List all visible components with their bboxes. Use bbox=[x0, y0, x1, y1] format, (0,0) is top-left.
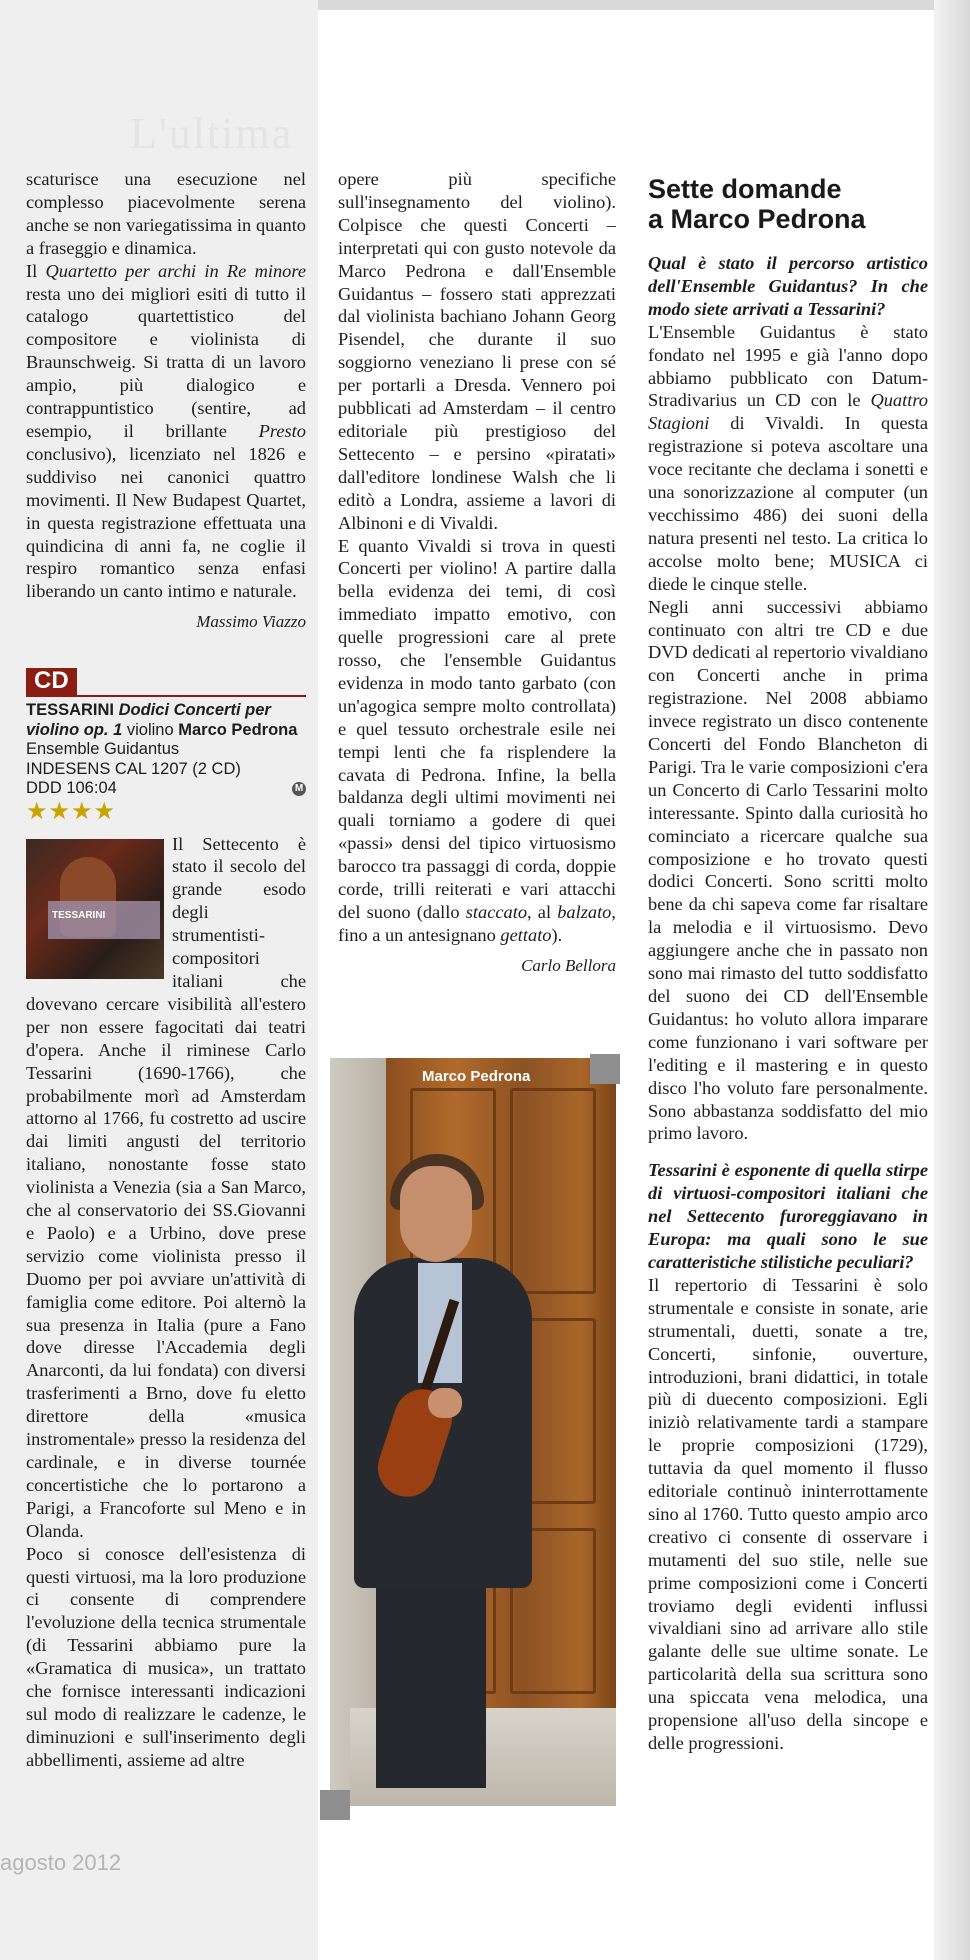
work-title: Dodici Concerti per violino op. 1 bbox=[26, 701, 271, 739]
person-hand bbox=[428, 1388, 462, 1418]
musica-m-icon: M bbox=[292, 782, 306, 796]
instrument: violino bbox=[126, 720, 174, 739]
paragraph: Il repertorio di Tessarini è solo strumentale e consiste in sonate, arie strumentali, duetti, sonate a tre, Concerti, sinfonie, ouverture, introduzioni, brani didattici, in totale più di duecento composizioni. Egli iniziò relativamente tardi a stampare le proprie composizioni (1729), tuttavia da quel momento il flusso editoriale continuò ininterrottamente sino al 1760. Tutto questo ampio arco creativo ci consente di osservare i mutamenti del suo stile, nelle sue prime composizioni come i Concerti troviamo degli evidenti influssi vivaldiani sino ad arrivare allo stile galante delle sue ultime sonate. Le particolarità della sua scrittura sono una spiccata vena melodica, una propensione all'uso della sincope e delle progressioni. bbox=[648, 1274, 928, 1753]
text-run: E quanto Vivaldi si trova in questi Concerti per violino! A partire dalla bella evidenza dei temi, di così immediato impatto emotivo, con quelle progressioni care al prete rosso, che l'ensemble Guidantus evidenza in modo tanto garbato (con un'agogica sempre molto controllata) e quel tessuto orchestrale esile nei tempi lenti che fa risplendere la cavata di Pedrona. Infine, la bella baldanza degli ultimi movimenti nei quali torniamo a godere di quei «passi» densi del tipico virtuosismo barocco tra passaggi di corda, doppie corde, trilli reiterati e vari attacchi del suono (dallo bbox=[338, 535, 616, 922]
catalog-number: INDESENS CAL 1207 (2 CD) bbox=[26, 759, 241, 778]
text-run: conclusivo), licenziato nel 1826 e suddiviso nei canonici quattro movimenti. Il New Budapest Quartet, in questa registrazione effettuata una quindicina di anni fa, ne coglie il respiro romantico senza enfasi liberando un canto intimo e naturale. bbox=[26, 443, 306, 602]
paragraph: Il Settecento è stato il secolo del grande esodo degli strumentisti-compositori italiani che dovevano cercare visibilità all'estero per non essere fagocitati dai teatri d'opera. Anche il riminese Carlo Tessarini (1690-1766), che probabilmente morì ad Amsterdam attorno al 1766, fu costretto ad uscire dai limiti angusti del territorio italiano, nonostante fosse stato violinista a Venezia (sia a San Marco, che al conservatorio dei SS.Giovanni e Paolo) e a Urbino, dove prese servizio come violinista presso il Duomo per poi avviare un'attività di famiglia come editore. Poi alternò la sua presenza in Italia (pure a Fano dove diresse l'Accademia degli Anarconti, da lui fondata) con diversi trasferimenti a Brno, dove fu eletto direttore della «musica instromentale» presso la residenza del cardinale, e in diverse tournée concertistiche che lo portarono a Parigi, a Francoforte sul Meno e in Olanda. bbox=[26, 833, 306, 1541]
column-1 bbox=[26, 168, 306, 1772]
cd-title-line bbox=[26, 701, 306, 760]
paragraph: Poco si conosce dell'esistenza di questi virtuosi, ma la loro produzione ci consente di comprendere l'evoluzione della tecnica strumentale (di Tessarini abbiamo pure la «Gramatica di musica», un trattato che fornisce interessanti indicazioni sul modo di realizzare le cadenze, le diminuzioni e sull'inserimento degli abbellimenti, assieme ad altre bbox=[26, 1543, 306, 1770]
cd-review-header bbox=[26, 634, 306, 697]
column-2 bbox=[338, 168, 616, 978]
soloist: Marco Pedrona bbox=[178, 720, 298, 739]
composer: TESSARINI bbox=[26, 701, 115, 720]
interview-title bbox=[648, 174, 928, 234]
text-run: , al bbox=[527, 902, 558, 922]
term: balzato bbox=[557, 902, 612, 922]
paragraph: Negli anni successivi abbiamo continuato con altri tre CD e due DVD dedicati al repertorio vivaldiano con Concerti anche in prima registrazione. Nel 2008 abbiamo invece registrato un disco contenente Concerti del Fondo Blancheton di Parigi. Tra le varie composizioni c'era un Concerto di Carlo Tessarini molto interessante. Spinto dalla curiosità ho cominciato a ricercare qualche sua composizione e ho trovato questi dodici Concerti. Sono scritti molto bene da chi sapeva come far risaltare la melodia e il virtuosismo. Devo aggiungere anche che in passato non sono mai rimasto del tutto soddisfatto del suono dei CD dell'Ensemble Guidantus: ho voluto allora imparare come funzionano i vari software per l'editing e il mastering e in questo disco l'ho voluto fare personalmente. Sono abbastanza soddisfatto del mio primo lavoro. bbox=[648, 596, 928, 1144]
cover-title: TESSARINI bbox=[52, 909, 106, 921]
divider bbox=[26, 695, 306, 697]
work-title: Quartetto per archi in Re minore bbox=[45, 260, 306, 281]
text-run: , fino a un antesignano bbox=[338, 902, 616, 945]
rating-stars: ★★★★ bbox=[26, 797, 117, 825]
cd-label: CD bbox=[26, 668, 77, 695]
interview-question: Tessarini è esponente di quella stirpe di virtuosi-compositori italiani che nel Settecento furoreggiavano in Europa: ma quali sono le sue caratteristiche stilistiche peculiari? bbox=[648, 1160, 928, 1272]
term: staccato bbox=[465, 902, 528, 922]
corner-square bbox=[320, 1790, 350, 1820]
cd-meta-row bbox=[26, 779, 306, 799]
title-line: a Marco Pedrona bbox=[648, 204, 866, 234]
interview-question: Qual è stato il percorso artistico dell'Ensemble Guidantus? In che modo siete arrivati a Tessarini? bbox=[648, 253, 928, 319]
photo-caption: Marco Pedrona bbox=[422, 1068, 531, 1085]
corner-square bbox=[590, 1054, 620, 1084]
text-run: resta uno dei migliori esiti di tutto il catalogo quartettistico del compositore e violinista di Braunschweig. Si tratta di un lavoro ampio, più dialogico e contrappuntistico (sentire, ad esempio, il brillante bbox=[26, 283, 306, 441]
text-run: L'Ensemble Guidantus è stato fondato nel 1995 e già l'anno dopo abbiamo pubblicato con Datum-Stradivarius un CD con le bbox=[648, 321, 928, 411]
paragraph bbox=[648, 321, 928, 596]
text-run: Il bbox=[26, 260, 46, 281]
paragraph bbox=[26, 260, 306, 604]
door-panel bbox=[510, 1088, 596, 1294]
ensemble: Ensemble Guidantus bbox=[26, 740, 180, 759]
paragraph: scaturisce una esecuzione nel complesso piacevolmente serena anche se non variegatissima in quanto a fraseggio e dinamica. bbox=[26, 169, 306, 258]
movement-title: Presto bbox=[258, 420, 306, 441]
term: gettato bbox=[500, 924, 552, 945]
author-signature: Carlo Bellora bbox=[521, 955, 616, 975]
column-3 bbox=[648, 170, 928, 1755]
cd-review-body bbox=[26, 833, 306, 1772]
author-signature: Massimo Viazzo bbox=[196, 612, 306, 632]
work-title: Quattro Stagioni bbox=[648, 390, 928, 434]
artist-photo bbox=[330, 1058, 616, 1806]
person-shirt bbox=[418, 1263, 462, 1383]
person-head bbox=[400, 1166, 472, 1262]
cd-cover-image bbox=[26, 839, 164, 979]
text-run: di Vivaldi. In questa registrazione si poteva ascoltare una voce recitante che declama i sonetti e una sonorizzazione al computer (un vecchissimo 486) dei suoni della natura presenti nel testo. La critica lo accolse molto bene; MUSICA ci diede le cinque stelle. bbox=[648, 413, 928, 594]
cd-info bbox=[26, 701, 306, 825]
page-gutter bbox=[934, 0, 970, 1960]
faded-header-title: L'ultima bbox=[130, 109, 294, 158]
footer-issue-date: agosto 2012 bbox=[0, 1850, 122, 1875]
paragraph: opere più specifiche sull'insegnamento del violino). Colpisce che questi Concerti – interpretati qui con gusto notevole da Marco Pedrona e dall'Ensemble Guidantus – fossero stati apprezzati dal violinista bachiano Johann Georg Pisendel, che durante il suo soggiorno veneziano li prese con sé per portarli a Dresda. Vennero poi pubblicati ad Amsterdam – il centro editoriale più prestigioso del Settecento – e persino «piratati» dall'editore londinese Walsh che li editò a Londra, assieme a lavori di Albinoni e di Vivaldi. bbox=[338, 169, 616, 533]
title-line: Sette domande bbox=[648, 174, 842, 204]
duration: DDD 106:04 bbox=[26, 779, 117, 798]
text-run: ). bbox=[551, 924, 563, 945]
paragraph bbox=[338, 535, 616, 947]
person-legs bbox=[376, 1578, 486, 1788]
spacer bbox=[648, 1145, 928, 1159]
